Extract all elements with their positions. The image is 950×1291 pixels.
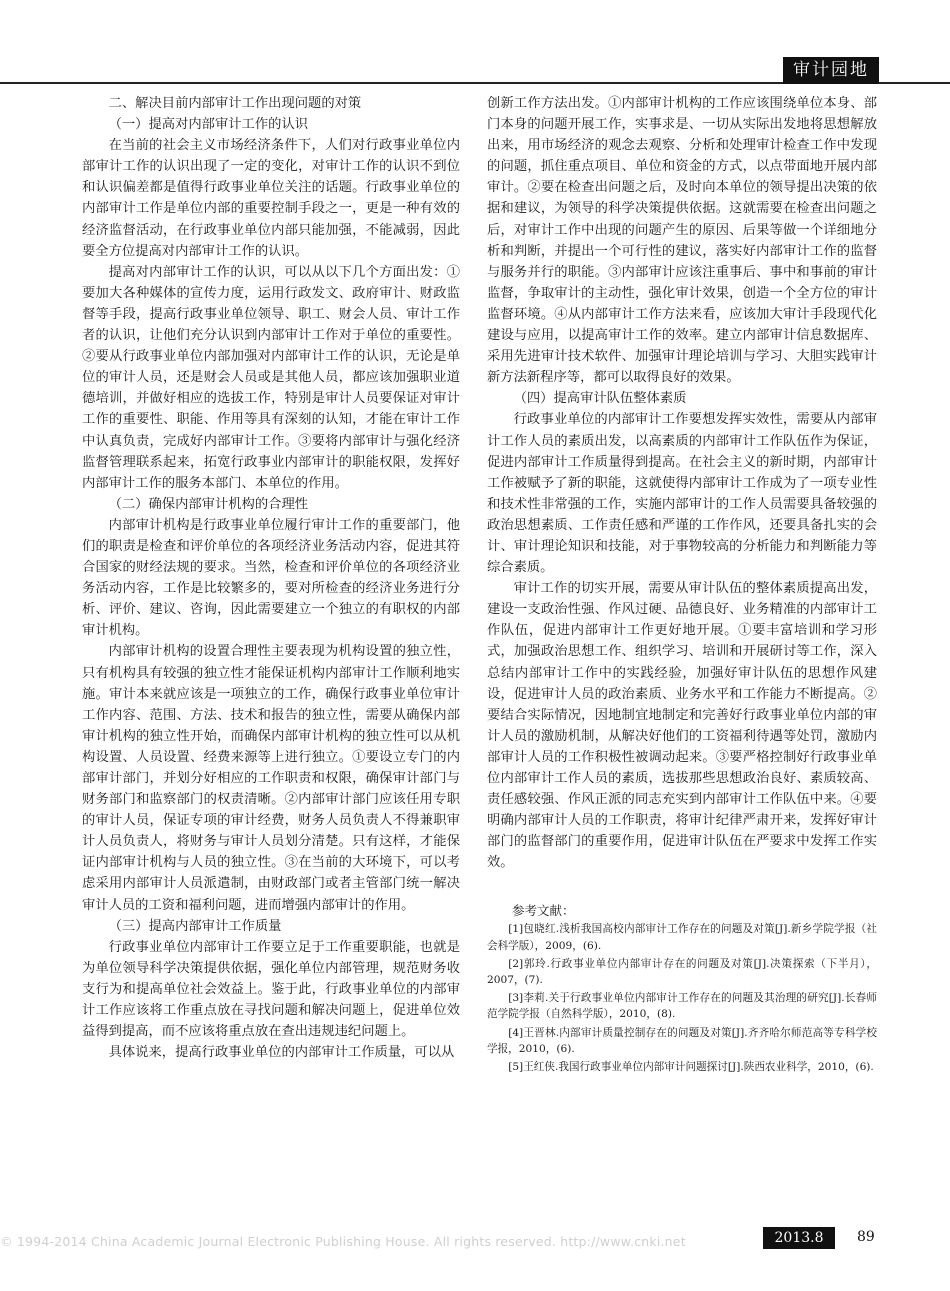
body-paragraph: 行政事业单位的内部审计工作要想发挥实效性，需要从内部审计工作人员的素质出发，以高素质的内部审计工作队伍作为保证，促进内部审计工作质量得到提高。在社会主义的新时期，内部审计工作被赋予了新的职能，这就使得内部审计工作成为了一项专业性和技术性非常强的工作，实施内部审计的工作人员需要具备较强的政治思想素质、工作责任感和严谨的工作作风，还要具备扎实的会计、审计理论知识和技能，对于事物较高的分析能力和判断能力等综合素质。 (487, 412, 877, 576)
reference-item: [5]王红侠.我国行政事业单位内部审计问题探讨[J].陕西农业科学，2010，(6). (508, 1061, 874, 1074)
copyright-notice: © 1994-2014 China Academic Journal Electronic Publishing House. All rights reserved. http://www.cnki.net (0, 1234, 686, 1249)
right-column (487, 93, 877, 1077)
reference-list (487, 921, 877, 1075)
reference-item: [2]郭玲.行政事业单位内部审计存在的问题及对策[J].决策探索（下半月），2007，(7). (487, 957, 877, 987)
right-column-body (487, 93, 877, 873)
page-number: 89 (857, 1229, 875, 1245)
section-heading: （二）确保内部审计机构的合理性 (108, 496, 309, 512)
reference-item: [3]李莉.关于行政事业单位内部审计工作存在的问题及其治理的研究[J].长春师范学院学报（自然科学版），2010，(8). (487, 992, 877, 1021)
section-heading: （三）提高内部审计工作质量 (108, 918, 282, 934)
reference-item: [1]包晓红.浅析我国高校内部审计工作存在的问题及对策[J].新乡学院学报（社会科学版），2009，(6). (487, 923, 877, 952)
section-heading: （四）提高审计队伍整体素质 (513, 391, 687, 407)
section-heading: 二、解决目前内部审计工作出现问题的对策 (108, 96, 362, 111)
left-column (82, 93, 460, 1063)
section-heading: （一）提高对内部审计工作的认识 (108, 117, 309, 133)
body-paragraph: 行政事业单位内部审计工作要立足于工作重要职能，也就是为单位领导科学决策提供依据，强化单位内部管理，规范财务收支行为和提高单位社会效益上。鉴于此，行政事业单位的内部审计工作应该将工作重点放在寻找问题和解决问题上，促进单位效益得到提高，而不应该将重点放在查出违规违纪问题上。 (82, 939, 460, 1040)
body-paragraph: 在当前的社会主义市场经济条件下，人们对行政事业单位内部审计工作的认识出现了一定的变化，对审计工作的认识不到位和认识偏差都是值得行政事业单位关注的话题。行政事业单位的内部审计工作是单位内部的重要控制手段之一，更是一种有效的经济监督活动，在行政事业单位内部只能加强，不能减弱，因此要全方位提高对内部审计工作的认识。 (82, 138, 460, 259)
body-paragraph: 提高对内部审计工作的认识，可以从以下几个方面出发：①要加大各种媒体的宣传力度，运用行政发文、政府审计、财政监督等手段，提高行政事业单位领导、职工、财会人员、审计工作者的认识，让他们充分认识到内部审计工作对于单位的重要性。②要从行政事业单位内部加强对内部审计工作的认识，无论是单位的审计人员，还是财会人员或是其他人员，都应该加强职业道德培训，并做好相应的选拔工作，特别是审计人员要保证对审计工作的重要性、职能、作用等具有深刻的认知，才能在审计工作中认真负责，完成好内部审计工作。③要将内部审计与强化经济监督管理联系起来，拓宽行政事业内部审计的职能权限，发挥好内部审计工作的服务本部门、本单位的作用。 (82, 264, 460, 491)
section-label: 审计园地 (783, 57, 879, 84)
issue-label: 2013.8（下） (763, 1227, 835, 1249)
body-paragraph: 内部审计机构是行政事业单位履行审计工作的重要部门，他们的职责是检查和评价单位的各项经济业务活动内容，促进其符合国家的财经法规的要求。当然，检查和评价单位的各项经济业务活动内容，工作是比较繁多的，要对所检查的经济业务进行分析、评价、建议、咨询，因此需要建立一个独立的有职权的内部审计机构。 (82, 517, 460, 639)
body-paragraph: 具体说来，提高行政事业单位的内部审计工作质量，可以从 (108, 1045, 455, 1061)
body-paragraph: 审计工作的切实开展，需要从审计队伍的整体素质提高出发，建设一支政治性强、作风过硬、品德良好、业务精准的内部审计工作队伍，促进内部审计工作更好地开展。①要丰富培训和学习形式，加强政治思想工作、组织学习、培训和开展研讨等工作，深入总结内部审计工作中的实践经验，加强好审计队伍的思想作风建设，促进审计人员的政治素质、业务水平和工作能力不断提高。②要结合实际情况，因地制宜地制定和完善好行政事业单位内部的审计人员的激励机制，从解决好他们的工资福利待遇等处罚，激励内部审计人员的工作积极性被调动起来。③要严格控制好行政事业单位内部审计工作人员的素质，选拔那些思想政治良好、素质较高、责任感较强、作风正派的同志充实到内部审计工作队伍中来。④要明确内部审计人员的工作职责，将审计纪律严肃开来，发挥好审计部门的监督部门的重要作用，促进审计队伍在严要求中发挥工作实效。 (487, 581, 877, 871)
references (487, 901, 877, 1075)
reference-item: [4]王晋林.内部审计质量控制存在的问题及对策[J].齐齐哈尔师范高等专科学校学报，2010，(6). (487, 1026, 877, 1055)
references-title: 参考文献： (512, 903, 575, 919)
body-paragraph: 内部审计机构的设置合理性主要表现为机构设置的独立性，只有机构具有较强的独立性才能保证机构内部审计工作顺利地实施。审计本来就应该是一项独立的工作，确保行政事业单位审计工作内容、范围、方法、技术和报告的独立性，需要从确保内部审计机构的独立性开始，而确保内部审计机构的独立性可以从机构设置、人员设置、经费来源等上进行独立。①要设立专门的内部审计部门，并划分好相应的工作职责和权限，确保审计部门与财务部门和监察部门的权责清晰。②内部审计部门应该任用专职的审计人员，保证专项的审计经费，财务人员负责人不得兼职审计人员负责人，将财务与审计人员划分清楚。只有这样，才能保证内部审计机构与人员的独立性。③在当前的大环境下，可以考虑采用内部审计人员派遣制，由财政部门或者主管部门统一解决审计人员的工资和福利问题，进而增强内部审计的作用。 (82, 644, 460, 913)
continued-paragraph: 创新工作方法出发。①内部审计机构的工作应该围绕单位本身、部门本身的问题开展工作，实事求是、一切从实际出发地将思想解放出来，用市场经济的观念去观察、分析和处理审计检查工作中发现的问题，抓住重点项目、单位和资金的方式，以点带面地开展内部审计。②要在检查出问题之后，及时向本单位的领导提出决策的依据和建议，为领导的科学决策提供依据。这就需要在检查出问题之后，对审计工作中出现的问题产生的原因、后果等做一个详细地分析和判断，并提出一个可行性的建议，落实好内部审计工作的监督与服务并行的职能。③内部审计应该注重事后、事中和事前的审计监督，争取审计的主动性，强化审计效果，创造一个全方位的审计监督环境。④从内部审计工作方法来看，应该加大审计手段现代化建设与应用，以提高审计工作的效率。建立内部审计信息数据库、采用先进审计技术软件、加强审计理论培训与学习、大胆实践审计新方法新程序等，都可以取得良好的效果。 (487, 96, 877, 386)
